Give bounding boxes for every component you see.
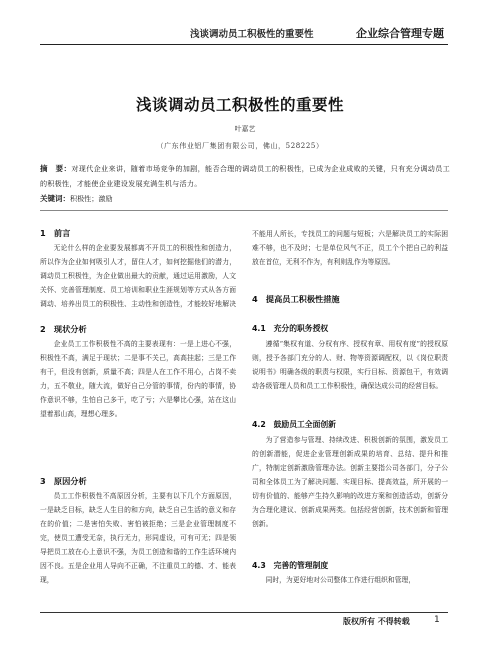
running-head <box>0 25 480 43</box>
running-head-column: 企业综合管理专题 <box>356 27 444 40</box>
abstract-text: 对现代企业来讲，随着市场竞争的加剧，能否合理的调动员工的积极性，已成为企业成败的关键，只有充分调动员工的积极性，才能使企业建设发展充满生机与活力。 <box>40 164 451 188</box>
abstract-rule <box>40 210 448 211</box>
section-heading-causes: 3 原因分析 <box>40 476 87 486</box>
footer-rule <box>40 612 448 613</box>
subsection-paragraph-innovation: 为了营造参与管理、持续改进、积极创新的氛围，激发员工的创新潜能，促进企业管理创新成果的培育、总结、提升和推广，特制定创新激励管理办法。创新主要指公司各部门，分子公司和全体员工为了解决问题、实现目标、提高效益，所开展的一切有价值的、能够产生持久影响的改进方案和创造活动，创新分为合理化建议、创新成果两类。包括经营创新，技术创新和管理创新。 <box>252 436 448 528</box>
subsection-heading-management: 4.3 完善的管理制度 <box>252 561 329 570</box>
right-column <box>252 213 448 608</box>
section-paragraph-status: 企业员工工作积极性不高的主要表现有：一是上进心不强，积极性不高，满足于现状；二是事不关己，高高挂起；三是工作有干，但没有创新，质量不高；四是人在工作不用心，占岗不卖力，五不敬业，随大流，做好自己分管的事情，份内的事情，协作意识不够，生怕自己多干，吃了亏；六是攀比心强，站在这山望着那山高，理想心理多。 <box>40 340 236 418</box>
subsection-heading-authorization: 4.1 充分的职务授权 <box>252 324 329 333</box>
footer-copyright: 版权所有 不得转载 <box>343 616 410 626</box>
subsection-heading-innovation: 4.2 鼓励员工全面创新 <box>252 420 336 429</box>
section-paragraph-intro: 无论什么样的企业要发展都离不开员工的积极性和创造力，所以作为企业如何吸引人才，留住人才，如何挖掘他们的潜力，调动员工积极性，为企业做出最大的贡献，通过运用激励，人文关怀、完善管理制度、员工培训和职业生涯规划等方式从各方面调动、培养出员工的积极性、主动性和创造性，才能较好地解决 <box>40 244 236 308</box>
keywords <box>40 193 450 204</box>
abstract-label: 摘 要： <box>40 164 72 173</box>
article-author: 叶嘉艺 <box>234 125 256 133</box>
section-heading-intro: 1 前言 <box>40 228 71 238</box>
page-number: 1 <box>434 615 440 625</box>
section-heading-measures: 4 提高员工积极性措施 <box>252 294 340 304</box>
article-affiliation: （广东伟业铝厂集团有限公司，佛山，528225） <box>156 142 324 150</box>
header-rule <box>40 44 448 45</box>
paragraph-continued: 不能用人所长，专找员工的问题与短板；六是解决员工的实际困难不够，也不及时；七是单位风气不正，员工个个把自己的利益放在首位，无利不作为，有利则乱作为等原因。 <box>252 230 448 266</box>
subsection-paragraph-authorization: 遵循“集权有道、分权有序、授权有章、用权有度”的授权原则，授予各部门充分的人、财、物等资源调配权，以《岗位职责说明书》明确各级的职责与权限，实行目标、资源包干，有效调动各级管理人员和员工工作积极性，确保达成公司的经营目标。 <box>252 340 448 390</box>
subsection-paragraph-management: 同时，为更好地对公司整体工作进行组织和管理， <box>265 576 416 584</box>
abstract <box>40 161 450 191</box>
article-title: 浅谈调动员工积极性的重要性 <box>135 96 344 114</box>
left-column <box>40 213 236 608</box>
section-heading-status: 2 现状分析 <box>40 324 87 334</box>
keywords-label: 关键词： <box>40 194 70 203</box>
keywords-text: 积极性；激励 <box>70 194 113 203</box>
running-head-title: 浅谈调动员工积极性的重要性 <box>190 29 314 40</box>
section-paragraph-causes: 员工工作积极性不高原因分析，主要有以下几个方面原因，一是缺乏目标，缺乏人生目的和方向，缺乏自己生活的意义和存在的价值；二是害怕失败、害怕被拒绝；三是企业管理制度不完，使员工遭受无奈，执行无力，形同虚设，可有可无；四是领导把员工放在心上意识不强，为员工创造和谐的工作生活环境内因不良。五是企业用人导向不正确，不注重员工的德、才、能表现， <box>40 492 236 584</box>
